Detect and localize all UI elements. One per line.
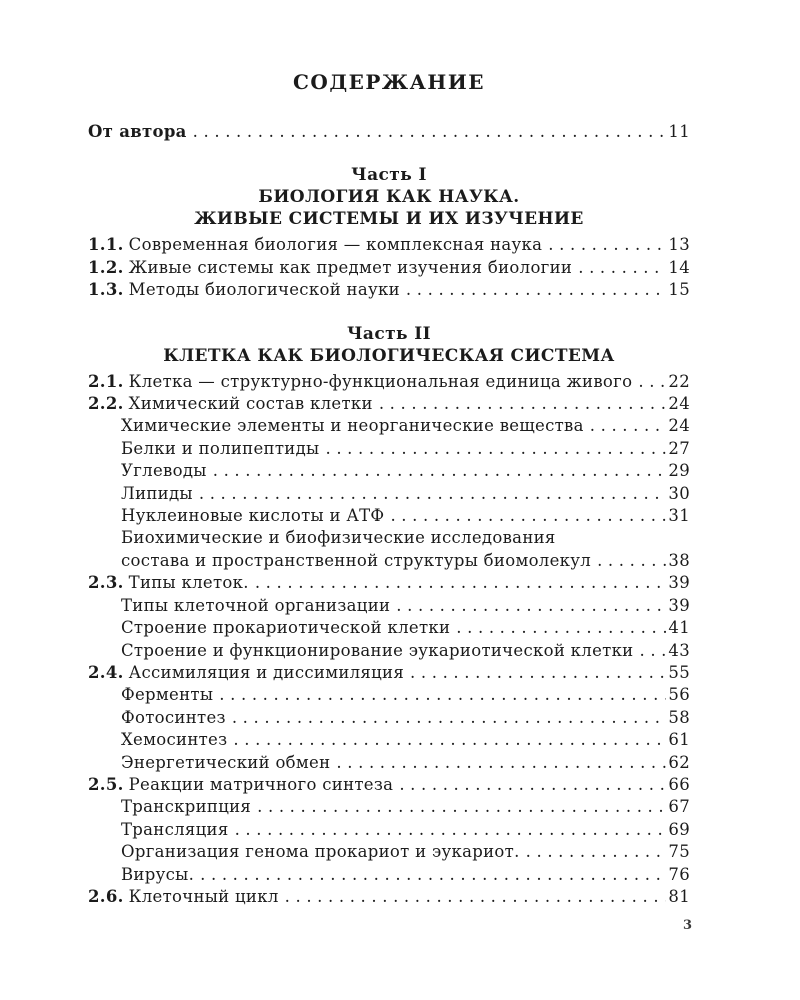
toc-entry-label: Биохимические и биофизические исследования (121, 528, 556, 548)
toc-entry-label: Энергетический обмен (121, 752, 331, 772)
dot-leader (213, 460, 667, 482)
dot-leader (257, 796, 666, 818)
toc-entry (88, 595, 690, 617)
toc-entry (88, 550, 690, 572)
toc-entry-page: 39 (668, 595, 690, 615)
toc-entry-page: 13 (668, 235, 690, 255)
dot-leader (639, 640, 666, 662)
toc-entry-page: 62 (668, 752, 690, 772)
toc-entry-label: состава и пространственной структуры биомолекул (121, 550, 592, 570)
toc-entry-page: 22 (668, 371, 690, 391)
toc-entry-label: Организация генома прокариот и эукариот. (121, 842, 520, 862)
toc-entry-number: 2.2. (88, 394, 124, 414)
toc-entry (88, 684, 690, 706)
toc-entry-page: 11 (668, 122, 690, 141)
toc-entry-page: 67 (668, 797, 690, 817)
part-entries (88, 234, 690, 301)
toc-entry-page: 76 (668, 864, 690, 884)
toc-entry-page: 56 (668, 685, 690, 705)
toc-entry (88, 279, 690, 301)
part-title-line: КЛЕТКА КАК БИОЛОГИЧЕСКАЯ СИСТЕМА (163, 345, 615, 366)
dot-leader (396, 595, 666, 617)
dot-leader (232, 707, 667, 729)
toc-entry-page: 24 (668, 416, 690, 436)
toc-entry (88, 617, 690, 639)
toc-entry (88, 886, 690, 908)
dot-leader (410, 662, 666, 684)
toc-entry-page: 43 (668, 640, 690, 660)
toc-entry-page: 81 (668, 886, 690, 906)
dot-leader (235, 819, 667, 841)
toc-entry-label: Нуклеиновые кислоты и АТФ (121, 506, 385, 526)
toc-entry (88, 483, 690, 505)
toc-entry-page: 31 (668, 506, 690, 526)
toc-entry-label: Белки и полипептиды (121, 438, 320, 458)
toc-entry-label: Транскрипция (121, 797, 252, 817)
toc-entry-page: 39 (668, 573, 690, 593)
toc-entry-label: Химические элементы и неорганические вещества (121, 416, 584, 436)
toc-entry (88, 527, 690, 549)
toc-entry (88, 415, 690, 437)
toc-entry-label: Хемосинтез (121, 730, 228, 750)
toc-entry-label: От автора (88, 122, 187, 141)
toc-entry-label: Типы клеток. (128, 573, 249, 593)
toc-entry (88, 393, 690, 415)
page-number: 3 (682, 918, 692, 933)
toc-entry-label: Строение и функционирование эукариотической клетки (121, 640, 634, 660)
toc-entry-label: Липиды (121, 483, 193, 503)
toc-entry-number: 2.1. (88, 371, 124, 391)
dot-leader (193, 121, 667, 143)
toc-entry (88, 438, 690, 460)
toc-entry-page: 75 (668, 842, 690, 862)
toc-entry-page: 30 (668, 483, 690, 503)
toc-entry (88, 707, 690, 729)
toc-entry (88, 121, 690, 143)
toc-parts (88, 164, 690, 908)
toc-entry-number: 2.3. (88, 573, 124, 593)
dot-leader (255, 572, 667, 594)
toc-entry-label: Реакции матричного синтеза (128, 774, 394, 794)
toc-entry-label: Методы биологической науки (128, 280, 400, 300)
toc-entry-page: 38 (668, 550, 690, 570)
toc-entry-page: 15 (668, 280, 690, 300)
toc-entry-label: Современная биология — комплексная наука (128, 235, 543, 255)
toc-entry-label: Живые системы как предмет изучения биологии (128, 257, 573, 277)
part-title-line: ЖИВЫЕ СИСТЕМЫ И ИХ ИЗУЧЕНИЕ (194, 209, 584, 230)
toc-entry-label: Клетка — структурно-функциональная единица живого (128, 371, 633, 391)
part-heading: Часть I (351, 165, 427, 186)
toc-entry (88, 257, 690, 279)
toc-entry-number: 2.5. (88, 774, 124, 794)
toc-entry (88, 371, 690, 393)
toc-entry-number: 1.1. (88, 235, 124, 255)
dot-leader (597, 550, 666, 572)
toc-entry (88, 796, 690, 818)
part-entries (88, 371, 690, 909)
toc-entry-label: Фотосинтез (121, 707, 226, 727)
toc-entry (88, 234, 690, 256)
part-title-line: БИОЛОГИЯ КАК НАУКА. (258, 187, 520, 208)
toc-entry-page: 58 (668, 707, 690, 727)
toc-entry (88, 640, 690, 662)
toc-entry (88, 729, 690, 751)
page-title: СОДЕРЖАНИЕ (293, 70, 485, 94)
toc-entry-page: 41 (668, 618, 690, 638)
dot-leader (379, 393, 667, 415)
toc-entry-label: Типы клеточной организации (121, 595, 391, 615)
toc-entry-label: Ассимиляция и диссимиляция (128, 662, 405, 682)
dot-leader (390, 505, 666, 527)
toc-entry-page: 24 (668, 394, 690, 414)
toc-entry-number: 1.2. (88, 257, 124, 277)
dot-leader (456, 617, 666, 639)
toc-entry-number: 2.6. (88, 886, 124, 906)
dot-leader (233, 729, 666, 751)
toc-entry (88, 460, 690, 482)
toc-entry-page: 14 (668, 257, 690, 277)
toc-entry-page: 61 (668, 730, 690, 750)
toc-entry-label: Строение прокариотической клетки (121, 618, 451, 638)
front-matter-entries (88, 121, 690, 143)
dot-leader (285, 886, 667, 908)
toc-entry-page: 27 (668, 438, 690, 458)
toc-entry-label: Ферменты (121, 685, 214, 705)
dot-leader (325, 438, 666, 460)
toc-part-2 (88, 323, 690, 909)
toc-entry-label: Клеточный цикл (128, 886, 279, 906)
toc-entry (88, 572, 690, 594)
toc-entry-page: 66 (668, 774, 690, 794)
toc-entry (88, 662, 690, 684)
dot-leader (578, 257, 666, 279)
toc-entry-label: Вирусы. (121, 864, 195, 884)
toc-entry-page: 29 (668, 461, 690, 481)
toc-part-1 (88, 164, 690, 301)
dot-leader (336, 752, 666, 774)
part-heading: Часть II (347, 323, 431, 344)
dot-leader (590, 415, 667, 437)
toc-entry-label: Трансляция (121, 819, 229, 839)
dot-leader (638, 371, 666, 393)
toc-entry (88, 752, 690, 774)
dot-leader (406, 279, 666, 301)
toc-entry (88, 505, 690, 527)
toc-entry-page: 55 (668, 662, 690, 682)
toc-entry-label: Химический состав клетки (128, 394, 373, 414)
toc-entry-number: 1.3. (88, 280, 124, 300)
dot-leader (399, 774, 666, 796)
toc-entry (88, 864, 690, 886)
toc-entry-number: 2.4. (88, 662, 124, 682)
toc-entry (88, 819, 690, 841)
toc-entry (88, 774, 690, 796)
dot-leader (219, 684, 666, 706)
dot-leader (548, 234, 666, 256)
dot-leader (526, 841, 667, 863)
dot-leader (199, 483, 667, 505)
toc-entry (88, 841, 690, 863)
toc-entry-page: 69 (668, 819, 690, 839)
dot-leader (200, 864, 666, 886)
toc-entry-label: Углеводы (121, 461, 207, 481)
